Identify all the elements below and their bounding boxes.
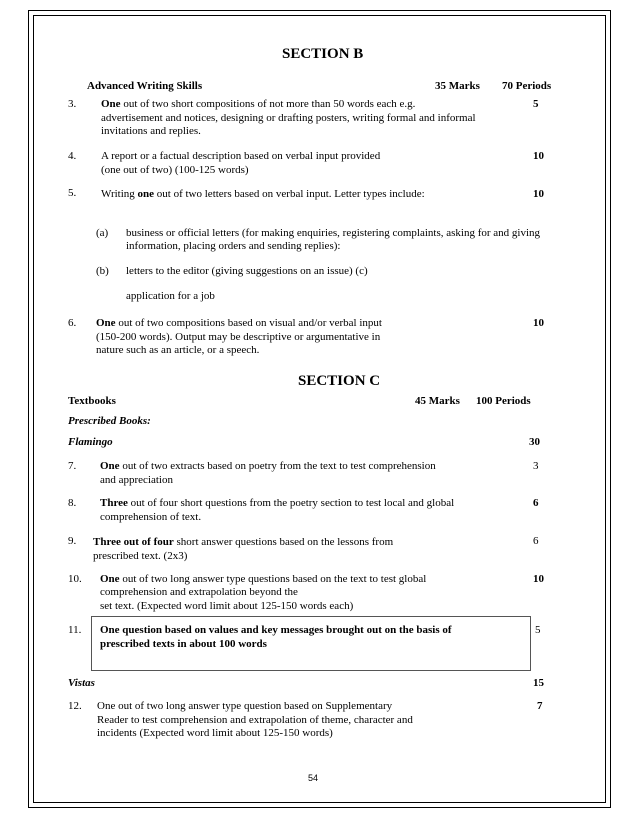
item-5-text: out of two letters based on verbal input. Letter types include: <box>154 188 425 200</box>
sub-a-line1: business or official letters (for making enquiries, registering complaints, asking for and giving <box>126 227 541 239</box>
item-6-line1 <box>96 317 382 330</box>
item-number: 7. <box>68 460 77 472</box>
item-number: 10. <box>68 573 82 585</box>
item-10-line2: comprehension and extrapolation beyond the <box>100 586 298 598</box>
page-number: 54 <box>308 773 319 783</box>
item-5-bold: one <box>137 188 155 200</box>
item-10-marks: 10 <box>533 573 544 585</box>
item-3-bold: One <box>101 98 121 110</box>
flamingo-label: Flamingo <box>68 436 113 448</box>
item-5-line1 <box>101 188 425 201</box>
item-7-line1 <box>100 460 436 473</box>
sub-c-line: application for a job <box>126 290 215 302</box>
item-5-pre: Writing <box>101 188 138 200</box>
item-number: 8. <box>68 497 77 509</box>
item-6-bold: One <box>96 317 116 329</box>
item-9-marks: 6 <box>533 535 539 547</box>
sub-b-line1: letters to the editor (giving suggestions on an issue) (c) <box>126 265 368 277</box>
item-4-line2: (one out of two) (100-125 words) <box>101 164 249 176</box>
section-b-periods: 70 Periods <box>502 80 552 92</box>
item-10-line1 <box>100 573 426 586</box>
item-11-line1: One question based on values and key messages brought out on the basis of <box>100 624 452 636</box>
section-b-marks: 35 Marks <box>435 80 480 92</box>
prescribed-books-label: Prescribed Books: <box>68 415 151 427</box>
item-4-marks: 10 <box>533 150 544 162</box>
item-8-bold: Three <box>100 497 128 509</box>
item-12-line3: incidents (Expected word limit about 125-150 words) <box>97 727 333 739</box>
item-8-line1 <box>100 497 454 510</box>
item-7-line2: and appreciation <box>100 474 173 486</box>
section-c-heading: SECTION C <box>298 373 381 389</box>
item-7-marks: 3 <box>533 460 539 472</box>
item-5-marks: 10 <box>533 188 544 200</box>
item-9-line1 <box>93 536 393 549</box>
flamingo-marks: 30 <box>529 436 540 448</box>
item-3-marks: 5 <box>533 98 539 110</box>
item-11-line2: prescribed texts in about 100 words <box>100 638 267 650</box>
item-3-line3: invitations and replies. <box>101 125 201 137</box>
item-number: 5. <box>68 187 77 199</box>
item-4-line1: A report or a factual description based on verbal input provided <box>101 150 381 162</box>
vistas-label: Vistas <box>68 677 95 689</box>
item-12-marks: 7 <box>537 700 543 712</box>
item-6-line3: nature such as an article, or a speech. <box>96 344 260 356</box>
item-9-line2: prescribed text. (2x3) <box>93 550 188 562</box>
sub-a-line2: information, placing orders and sending replies): <box>126 240 341 252</box>
item-9-bold: Three out of four <box>93 536 174 548</box>
item-6-line2: (150-200 words). Output may be descriptive or argumentative in <box>96 331 381 343</box>
textbooks-label: Textbooks <box>68 395 116 407</box>
item-number: 11. <box>68 624 82 636</box>
sub-b-label: (b) <box>96 265 109 277</box>
item-number: 3. <box>68 98 77 110</box>
item-3-line1 <box>101 98 415 111</box>
item-10-line3: set text. (Expected word limit about 125-150 words each) <box>100 600 354 612</box>
section-c-marks: 45 Marks <box>415 395 460 407</box>
item-9-text: short answer questions based on the lessons from <box>173 536 394 548</box>
item-10-text: out of two long answer type questions based on the text to test global <box>119 573 427 585</box>
sub-a-label: (a) <box>96 227 109 239</box>
section-b-subhead: Advanced Writing Skills <box>87 80 203 92</box>
item-10-bold: One <box>100 573 120 585</box>
item-11-marks: 5 <box>535 624 541 636</box>
item-7-text: out of two extracts based on poetry from the text to test comprehension <box>119 460 436 472</box>
item-8-text: out of four short questions from the poetry section to test local and global <box>127 497 455 509</box>
section-c-periods: 100 Periods <box>476 395 531 407</box>
item-7-bold: One <box>100 460 120 472</box>
item-12-line2: Reader to test comprehension and extrapolation of theme, character and <box>97 714 413 726</box>
item-6-text: out of two compositions based on visual and/or verbal input <box>115 317 382 329</box>
item-number: 6. <box>68 317 77 329</box>
item-6-marks: 10 <box>533 317 544 329</box>
item-8-line2: comprehension of text. <box>100 511 202 523</box>
item-12-line1: One out of two long answer type question based on Supplementary <box>97 700 393 712</box>
item-3-line2: advertisement and notices, designing or drafting posters, writing formal and informal <box>101 112 476 124</box>
vistas-marks: 15 <box>533 677 544 689</box>
item-number: 4. <box>68 150 77 162</box>
item-3-text: out of two short compositions of not more than 50 words each e.g. <box>120 98 416 110</box>
item-number: 12. <box>68 700 82 712</box>
item-8-marks: 6 <box>533 497 539 509</box>
section-b-heading: SECTION B <box>282 46 364 62</box>
item-number: 9. <box>68 535 77 547</box>
